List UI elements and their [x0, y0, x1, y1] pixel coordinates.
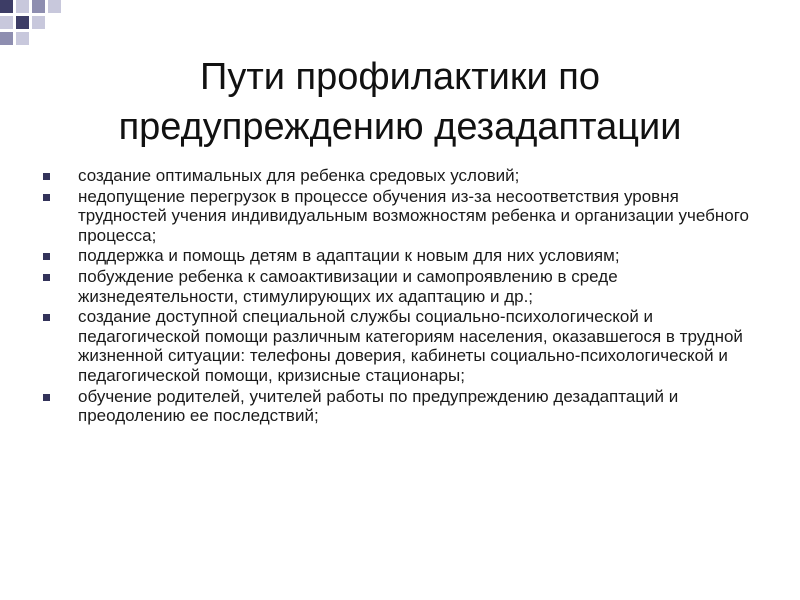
square-bullet-icon	[43, 314, 50, 321]
bullet-text: поддержка и помощь детям в адаптации к новым для них условиям;	[78, 246, 620, 266]
bullet-item	[40, 267, 752, 306]
square-bullet-icon	[43, 394, 50, 401]
slide-title-line-2: предупреждению дезадаптации	[118, 106, 682, 148]
bullet-list	[40, 166, 752, 427]
bullet-item	[40, 307, 752, 385]
bullet-text: обучение родителей, учителей работы по предупреждению дезадаптаций и преодолению ее последствий;	[78, 386, 679, 426]
bullet-item	[40, 187, 752, 246]
bullet-text: побуждение ребенка к самоактивизации и самопроявлению в среде жизнедеятельности, стимулирующих их адаптацию и др.;	[78, 266, 618, 306]
slide-title-line-1: Пути профилактики по	[200, 56, 600, 98]
bullet-text: создание оптимальных для ребенка средовых условий;	[78, 166, 520, 185]
square-bullet-icon	[43, 194, 50, 201]
square-bullet-icon	[43, 253, 50, 260]
bullet-text: создание доступной специальной службы социально-психологической и педагогической помощи различным категориям населения, оказавшегося в трудной жизненной ситуации: телефоны доверия, кабинеты социально-психологической и педагогической помощи, кризисные стационары;	[78, 307, 743, 385]
slide-title	[40, 52, 760, 152]
bullet-item	[40, 166, 752, 186]
bullet-item	[40, 387, 752, 426]
bullet-item	[40, 246, 752, 266]
bullet-text: недопущение перегрузок в процессе обучения из-за несоответствия уровня трудностей учения индивидуальным возможностям ребенка и организации учебного процесса;	[78, 186, 749, 245]
corner-squares-icon	[0, 0, 70, 46]
square-bullet-icon	[43, 173, 50, 180]
square-bullet-icon	[43, 274, 50, 281]
